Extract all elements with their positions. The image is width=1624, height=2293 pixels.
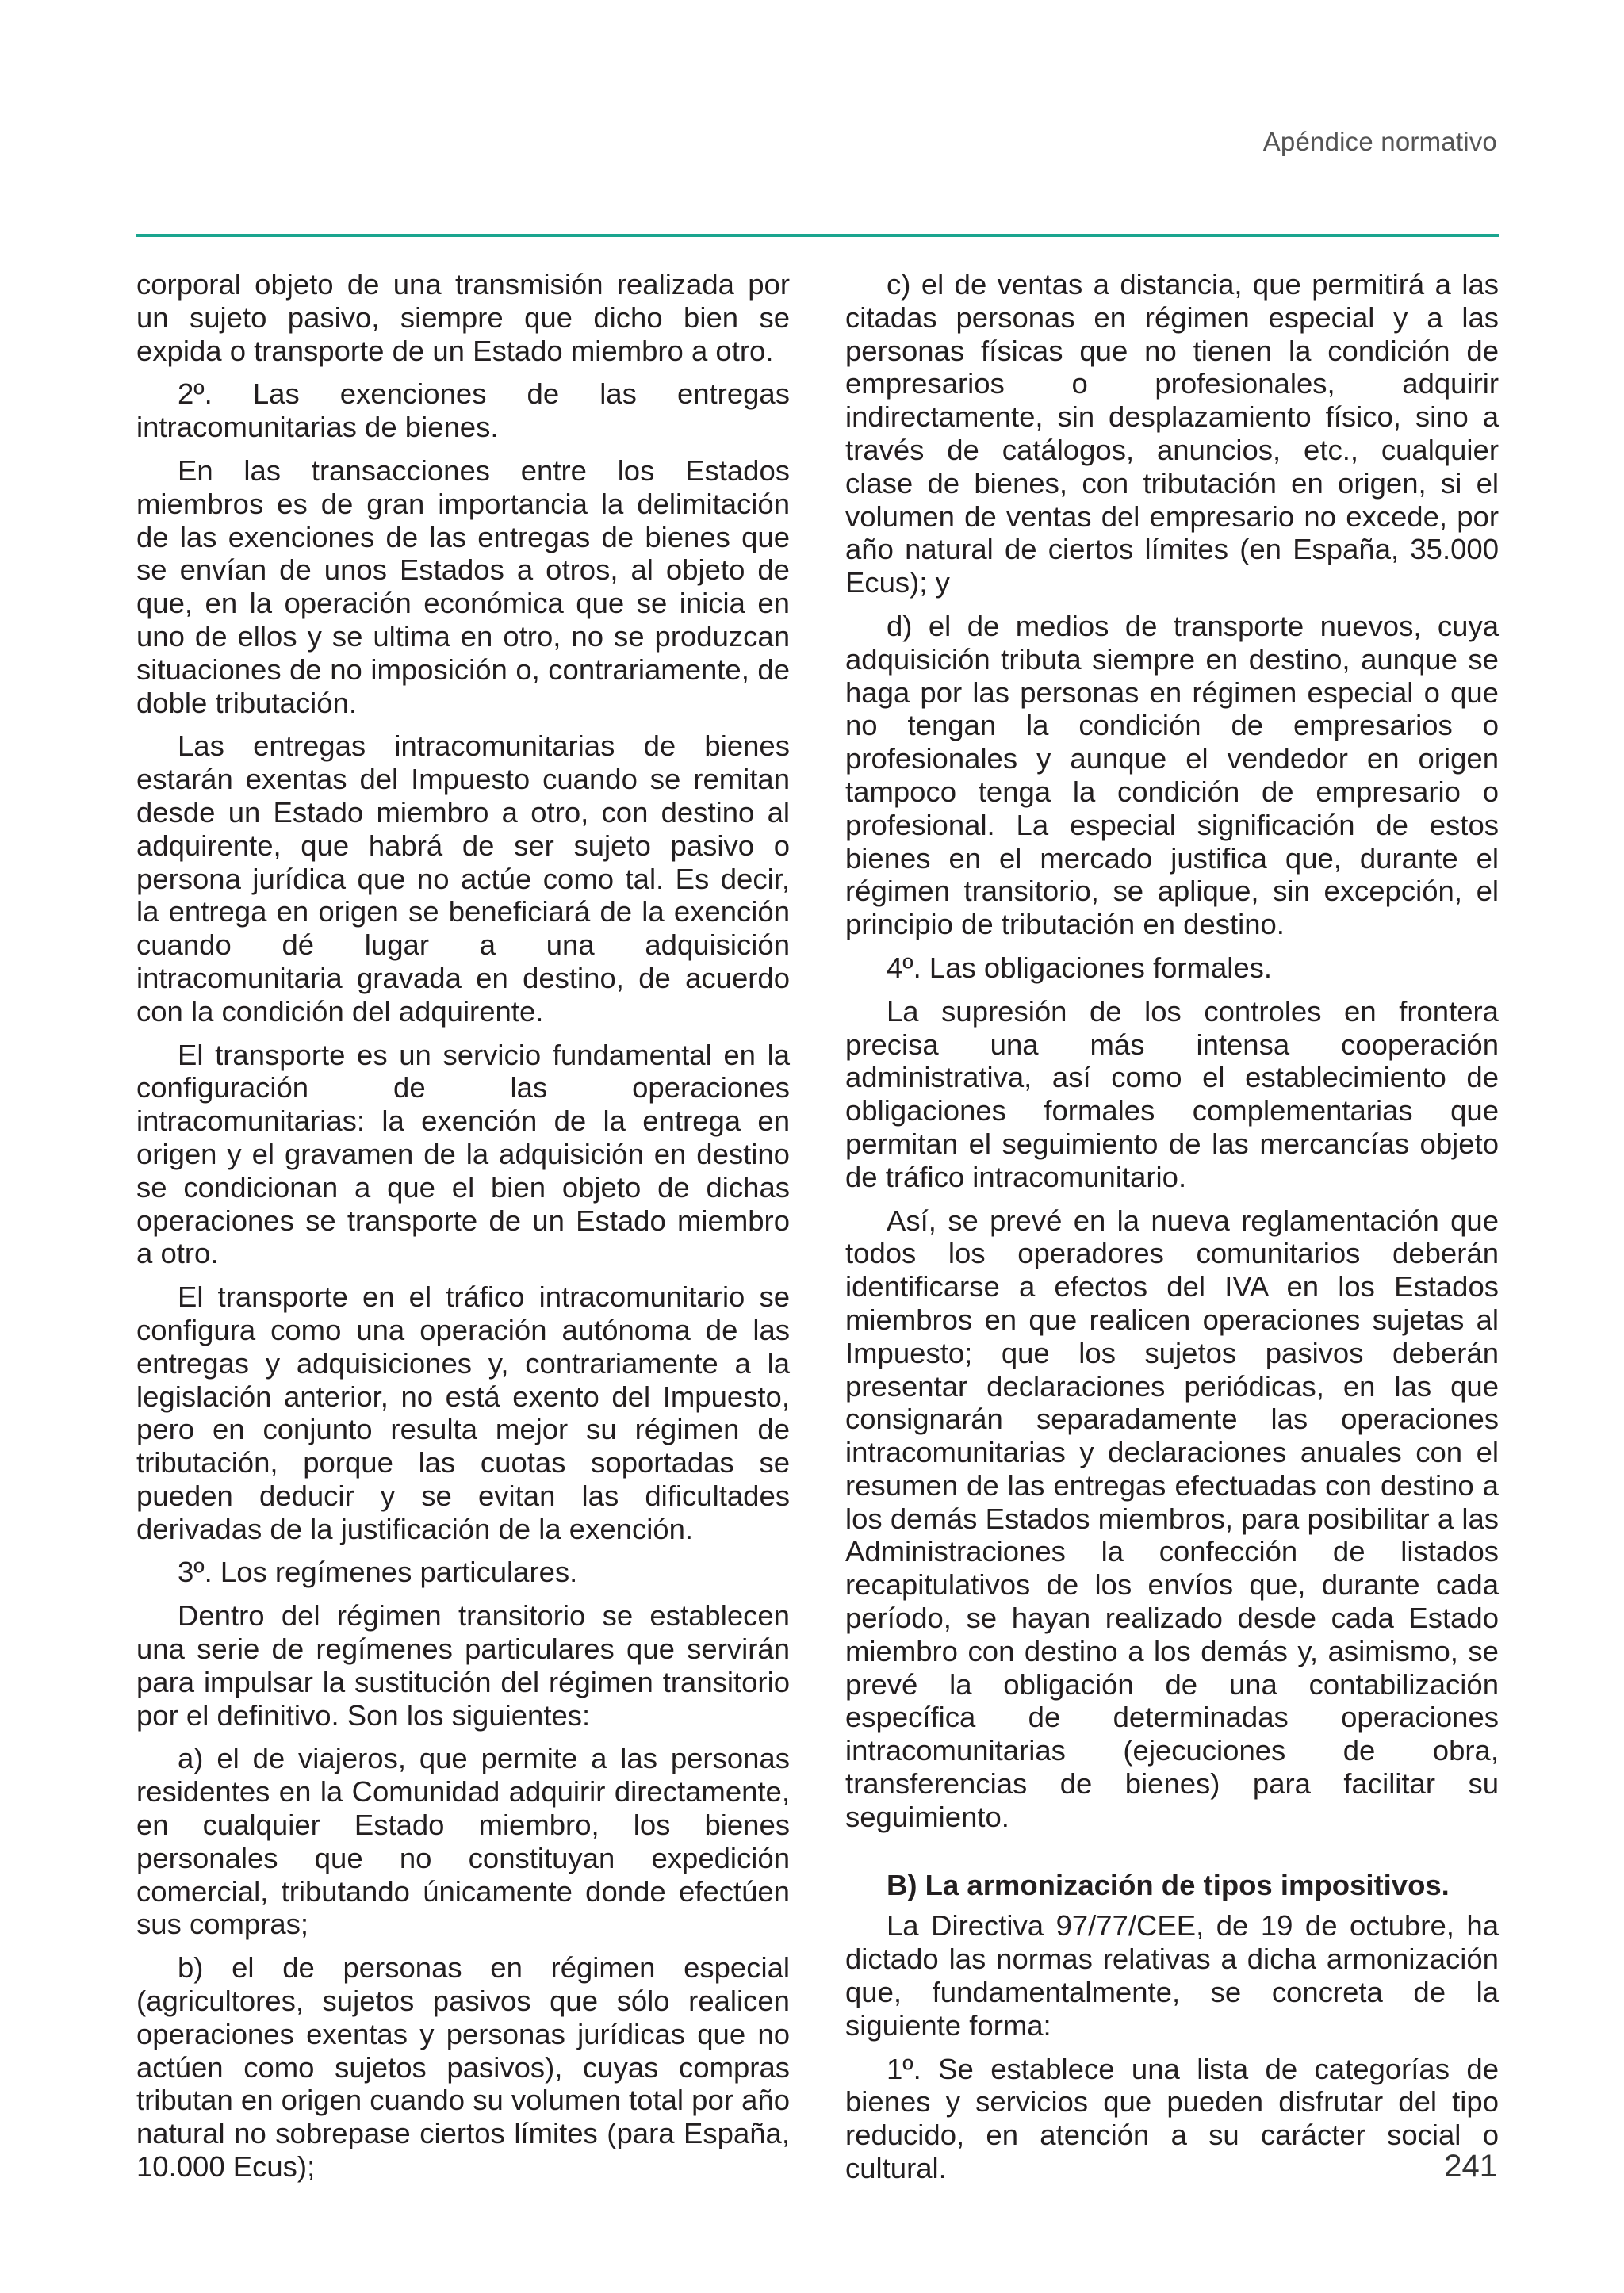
paragraph: 1º. Se establece una lista de categorías de bienes y servicios que pueden disfrutar del tipo reducido, en atención a su carácter social o cultural. [845,2052,1499,2185]
paragraph: corporal objeto de una transmisión realizada por un sujeto pasivo, siempre que dicho bien se expida o transporte de un Estado miembro a otro. [136,268,790,367]
paragraph: La Directiva 97/77/CEE, de 19 de octubre, ha dictado las normas relativas a dicha armonización que, fundamentalmente, se concreta de la siguiente forma: [845,1909,1499,2042]
paragraph: Así, se prevé en la nueva reglamentación que todos los operadores comunitarios deberán identificarse a efectos del IVA en los Estados miembros en que realicen operaciones sujetas al Impuesto; que los sujetos pasivos deberán presentar declaraciones periódicas, en las que consignarán separadamente las operaciones intracomunitarias y declaraciones anuales con el resumen de las entregas efectuadas con destino a los demás Estados miembros, para posibilitar a las Administraciones la confección de listados recapitulativos de los envíos que, durante cada período, se hayan realizado desde cada Estado miembro con destino a los demás y, asimismo, se prevé la obligación de una contabilización específica de determinadas operaciones intracomunitarias (ejecuciones de obra, transferencias de bienes) para facilitar su seguimiento. [845,1204,1499,1833]
paragraph: d) el de medios de transporte nuevos, cuya adquisición tributa siempre en destino, aunque se haga por las personas en régimen especial o que no tengan la condición de empresarios o profesionales y aunque el vendedor en origen tampoco tenga la condición de empresario o profesional. La especial significación de estos bienes en el mercado justifica que, durante el régimen transitorio, se aplique, sin excepción, el principio de tributación en destino. [845,609,1499,941]
section-heading: B) La armonización de tipos impositivos. [887,1868,1450,1901]
paragraph: El transporte en el tráfico intracomunitario se configura como una operación autónoma de las entregas y adquisiciones y, contrariamente a la legislación anterior, no está exento del Impuesto, pero en conjunto resulta mejor su régimen de tributación, porque las cuotas soportadas se pueden deducir y se evitan las dificultades derivadas de la justificación de la exención. [136,1280,790,1545]
left-column [136,268,790,2194]
paragraph: Dentro del régimen transitorio se establecen una serie de regímenes particulares que servirán para impulsar la sustitución del régimen transitorio por el definitivo. Son los siguientes: [136,1599,790,1732]
paragraph: El transporte es un servicio fundamental en la configuración de las operaciones intracomunitarias: la exención de la entrega en origen y el gravamen de la adquisición en destino se condicionan a que el bien objeto de dichas operaciones se transporte de un Estado miembro a otro. [136,1038,790,1270]
paragraph: 4º. Las obligaciones formales. [887,951,1273,984]
paragraph: 2º. Las exenciones de las entregas intracomunitarias de bienes. [136,377,790,444]
paragraph: Las entregas intracomunitarias de bienes estarán exentas del Impuesto cuando se remitan desde un Estado miembro a otro, con destino al adquirente, que habrá de ser sujeto pasivo o persona jurídica que no actúe como tal. Es decir, la entrega en origen se beneficiará de la exención cuando dé lugar a una adquisición intracomunitaria gravada en destino, de acuerdo con la condición del adquirente. [136,729,790,1028]
header-rule [136,234,1499,237]
running-head-title: Apéndice normativo [1262,127,1497,156]
page-number: 241 [1444,2149,1497,2184]
paragraph: 3º. Los regímenes particulares. [178,1556,578,1589]
paragraph: En las transacciones entre los Estados miembros es de gran importancia la delimitación de las exenciones de las entregas de bienes que se envían de unos Estados a otros, al objeto de que, en la operación económica que se inicia en uno de ellos y se ultima en otro, no se produzcan situaciones de no imposición o, contrariamente, de doble tributación. [136,454,790,719]
right-column [845,268,1499,2195]
paragraph: c) el de ventas a distancia, que permitirá a las citadas personas en régimen especial y a las personas físicas que no tienen la condición de empresarios o profesionales, adquirir indirectamente, sin desplazamiento físico, sino a través de catálogos, anuncios, etc., cualquier clase de bienes, con tributación en origen, si el volumen de ventas del empresario no excede, por año natural de ciertos límites (en España, 35.000 Ecus); y [845,268,1499,599]
paragraph: La supresión de los controles en frontera precisa una más intensa cooperación administrativa, así como el establecimiento de obligaciones formales complementarias que permitan el seguimiento de las mercancías objeto de tráfico intracomunitario. [845,994,1499,1193]
paragraph: b) el de personas en régimen especial (agricultores, sujetos pasivos que sólo realicen operaciones exentas y personas jurídicas que no actúen como sujetos pasivos), cuyas compras tributan en origen cuando su volumen total por año natural no sobrepase ciertos límites (para España, 10.000 Ecus); [136,1951,790,2184]
paragraph: a) el de viajeros, que permite a las personas residentes en la Comunidad adquirir directamente, en cualquier Estado miembro, los bienes personales que no constituyan expedición comercial, tributando únicamente donde efectúen sus compras; [136,1742,790,1941]
